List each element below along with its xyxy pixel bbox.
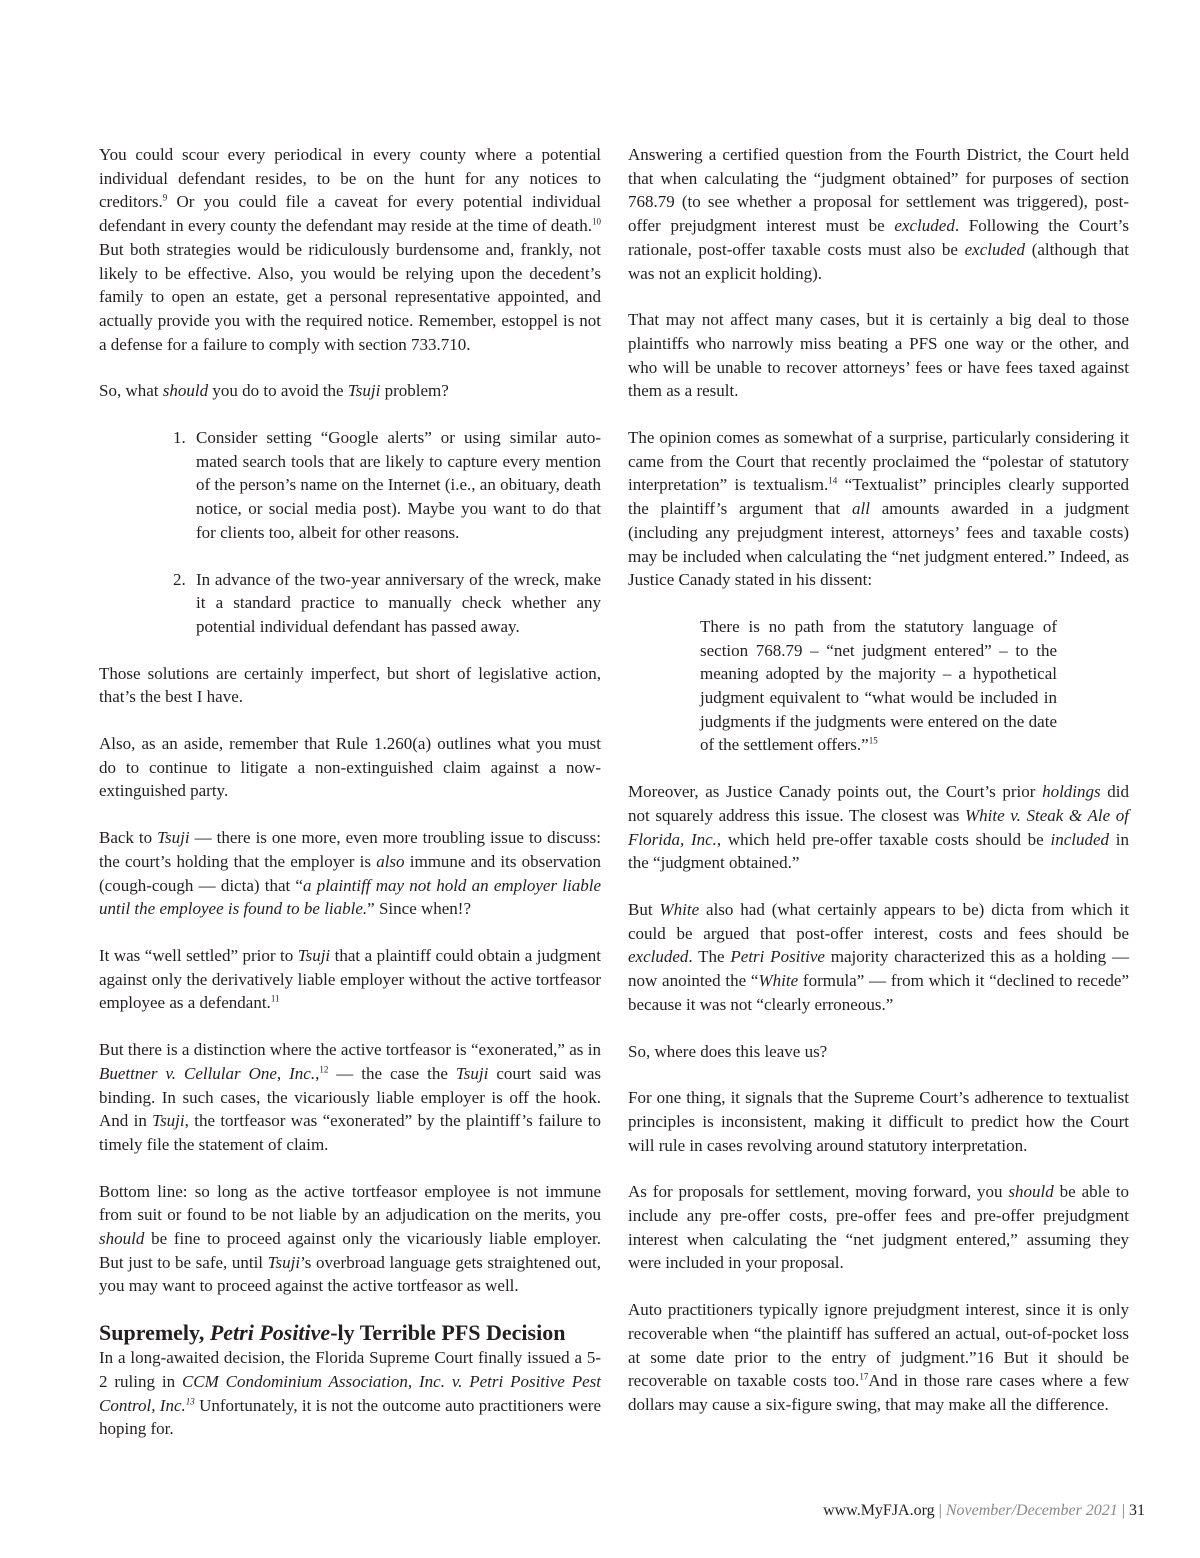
paragraph: That may not affect many cases, but it is certainly a big deal to those plaintiffs who narrowly miss beating a PFS one way or the other, and who will be unable to recover attorneys’ fees or have fees taxed against them as a result. [628,310,1129,401]
paragraph: As for proposals for settlement, moving forward, you should be able to include any pre-offer costs, pre-offer fees and pre-offer prejudgment interest when calculating the “net judgment entered,” assuming they were included in your proposal. [628,1182,1129,1273]
paragraph: But White also had (what certainly appears to be) dicta from which it could be argued that post-offer interest, costs and fees should be excluded. The Petri Positive majority characterized this as a holding — now anointed the “White formula” — from which it “declined to recede” because it was not “clearly erroneous.” [628,899,1129,1014]
paragraph: Bottom line: so long as the active tortfeasor employee is not immune from suit or found to be not liable by an adjudication on the merits, you should be fine to proceed against only the vicariously liable employer. But just to be safe, until Tsuji’s overbroad language gets straightened out, you may want to proceed against the active tortfeasor as well. [99,1181,601,1296]
page-number: 31 [1129,1502,1145,1519]
numbered-list [99,426,601,639]
paragraph: So, where does this leave us? [628,1041,828,1061]
footer-issue: November/December 2021 [945,1502,1118,1519]
paragraph: It was “well settled” prior to Tsuji that a plaintiff could obtain a judgment against only the derivatively liable employer without the active tortfeasor employee as a defendant.$^{11}$ [99,945,601,1013]
paragraph: So, what should you do to avoid the Tsuji problem? [99,381,449,401]
page-footer: www.MyFJA.org | November/December 2021 | 31 [823,1502,1145,1519]
section-heading: Supremely, Petri Positive-ly Terrible PFS Decision [99,1320,566,1346]
footnote-ref: 15 [868,735,878,746]
footnote-ref: 10 [592,216,601,227]
paragraph: For one thing, it signals that the Supreme Court’s adherence to textualist principles is inconsistent, making it difficult to predict how the Court will rule in cases revolving around statutory interpretation. [628,1088,1129,1155]
paragraph: Those solutions are certainly imperfect, but short of legislative action, that’s the best I have. [99,663,601,707]
footnote-ref: 9 [162,192,168,203]
right-column [628,143,1129,1417]
paragraph: But there is a distinction where the active tortfeasor is “exonerated,” as in Buettner v. Cellular One, Inc.,$^{12}$ — the case the Tsuji court said was binding. In such cases, the vicariously liable employer is off the hook. And in Tsuji, the tortfeasor was “exonerated” by the plaintiff’s failure to timely file the statement of claim. [99,1040,601,1154]
paragraph: Also, as an aside, remember that Rule 1.260(a) outlines what you must do to continue to litigate a non-extinguished claim against a now-extinguished party. [99,734,601,801]
paragraph: Answering a certified question from the Fourth District, the Court held that when calculating the “judgment obtained” for purposes of section 768.79 (to see whether a proposal for settlement was triggered), post-offer prejudgment interest must be excluded. Following the Court’s rationale, post-offer taxable costs must also be excluded (although that was not an explicit holding). [628,145,1129,283]
paragraph: Auto practitioners typically ignore prejudgment interest, since it is only recoverable when “the plaintiff has suffered an actual, out-of-pocket loss at some date prior to the entry of judgment.”16 But it should be recoverable on taxable costs too.$^{17}$And in those rare cases where a few dollars may cause a six-figure swing, that may make all the difference. [628,1300,1129,1414]
left-column [99,143,601,1441]
list-item: 1. Consider setting “Google alerts” or using similar automated search tools that are likely to capture every mention of the person’s name on the Internet (i.e., an obituary, death notice, or social media post). Maybe you want to do that for clients too, albeit for other reasons. [173,428,601,542]
paragraph: The opinion comes as somewhat of a surprise, particularly considering it came from the Court that recently proclaimed the “polestar of statutory interpretation” is textualism.$^{14}$ “Textualist” principles clearly supported the plaintiff’s argument that all amounts awarded in a judgment (including any prejudgment interest, attorneys’ fees and taxable costs) may be included when calculating the “net judgment entered.” Indeed, as Justice Canady stated in his dissent: [628,428,1129,590]
list-item: 2. In advance of the two-year anniversary of the wreck, make it a standard practice to manually check whether any potential individual defendant has passed away. [173,569,601,636]
paragraph: Moreover, as Justice Canady points out, the Court’s prior holdings did not squarely address this issue. The closest was White v. Steak & Ale of Florida, Inc., which held pre-offer taxable costs should be included in the “judgment obtained.” [628,782,1129,873]
paragraph: You could scour every periodical in every county where a potential individual defendant resides, to be on the hunt for any notices to creditors.$^9$ Or you could file a caveat for every potential individual defendant in every county the defendant may reside at the time of death.$^{10}$ But both strategies would be ridiculously burdensome and, frankly, not likely to be effective. Also, you would be relying upon the decedent’s family to open an estate, get a personal representative appointed, and actually provide you with the required notice. Remember, estoppel is not a defense for a failure to comply with section 733.710. [99,145,601,354]
list-number: 1. [173,428,186,448]
footnote-ref: 12 [319,1064,329,1075]
list-number: 2. [173,569,186,589]
footnote-ref: 13 [185,1395,195,1406]
paragraph: In a long-awaited decision, the Florida Supreme Court finally issued a 5-2 ruling in CCM Condominium Association, Inc. v. Petri Positive Pest Control, Inc.$^{13}$ Unfortunately, it is not the outcome auto practitioners were hoping for. [99,1348,601,1439]
paragraph: Back to Tsuji — there is one more, even more troubling issue to discuss: the court’s holding that the employer is also immune and its observation (cough-cough — dicta) that “a plaintiff may not hold an employer liable until the employee is found to be liable.” Since when!? [99,828,602,919]
footnote-ref: 17 [859,1371,869,1382]
footnote-ref: 14 [828,475,838,486]
footnote-ref: 11 [270,993,280,1004]
footer-website: www.MyFJA.org [823,1502,935,1519]
block-quote: There is no path from the statutory language of section 768.79 – “net judgment entered” – to the meaning adopted by the majority – a hypothetical judgment equivalent to “what would be included in judgments if the judgments were entered on the date of the settlement offers.”$^{15}$ [700,616,1057,755]
